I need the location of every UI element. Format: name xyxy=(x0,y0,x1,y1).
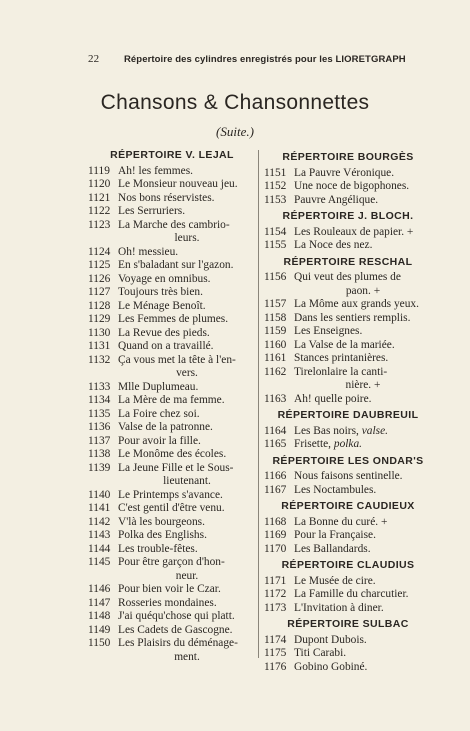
item-number: 1173 xyxy=(264,601,287,614)
item-number: 1148 xyxy=(88,610,111,622)
list-item xyxy=(88,381,256,395)
item-title xyxy=(294,167,432,181)
item-title xyxy=(294,271,432,298)
item-title-continuation: ment. xyxy=(174,650,200,663)
item-title xyxy=(294,393,432,407)
item-number: 1131 xyxy=(88,340,111,352)
item-number: 1143 xyxy=(88,529,111,541)
item-number: 1142 xyxy=(88,515,111,528)
item-title xyxy=(294,575,432,589)
item-title xyxy=(118,313,256,327)
item-title-text: Le Musée de cire. xyxy=(294,574,376,587)
item-title xyxy=(118,192,256,206)
list-item xyxy=(264,352,432,366)
item-title-text: La Bonne du curé. + xyxy=(294,515,388,528)
page-title: Chansons & Chansonnettes xyxy=(100,91,370,114)
item-number: 1135 xyxy=(88,407,111,420)
section-heading: RÉPERTOIRE CAUDIEUX xyxy=(281,500,415,512)
list-item xyxy=(88,192,256,206)
item-title xyxy=(294,239,432,253)
list-item xyxy=(264,393,432,407)
list-item xyxy=(264,438,432,452)
list-item xyxy=(264,647,432,661)
item-title xyxy=(118,327,256,341)
item-title xyxy=(118,178,256,192)
item-title xyxy=(294,180,432,194)
list-item xyxy=(88,502,256,516)
item-title xyxy=(118,637,256,664)
item-title xyxy=(118,259,256,273)
column-divider xyxy=(258,150,259,658)
page-number: 22 xyxy=(88,53,100,65)
item-number: 1167 xyxy=(264,483,287,496)
item-number: 1154 xyxy=(264,225,287,238)
item-title-text: Les Rouleaux de papier. + xyxy=(294,225,414,238)
item-title xyxy=(118,340,256,354)
item-title-text: V'là les bourgeons. xyxy=(118,515,205,528)
item-title xyxy=(118,556,256,583)
item-number: 1121 xyxy=(88,191,111,204)
list-item xyxy=(88,637,256,664)
item-title xyxy=(294,661,432,675)
running-header xyxy=(88,53,418,65)
list-item xyxy=(264,366,432,393)
item-number: 1156 xyxy=(264,271,287,283)
item-title-text: La Valse de la mariée. xyxy=(294,338,395,351)
item-title xyxy=(294,194,432,208)
item-title-text: Les Bas noirs, xyxy=(294,424,362,437)
list-item xyxy=(264,194,432,208)
item-number: 1157 xyxy=(264,298,287,310)
list-item xyxy=(264,425,432,439)
list-item xyxy=(264,470,432,484)
list-item xyxy=(88,435,256,449)
item-title xyxy=(294,543,432,557)
item-number: 1172 xyxy=(264,588,287,600)
item-title-text: Qui veut des plumes de xyxy=(294,271,401,283)
item-title-text: Les Cadets de Gascogne. xyxy=(118,623,233,636)
item-number: 1165 xyxy=(264,438,287,450)
list-item xyxy=(88,394,256,408)
list-item xyxy=(264,239,432,253)
item-title-text: Les Serruriers. xyxy=(118,205,186,217)
item-title xyxy=(118,408,256,422)
item-title xyxy=(118,435,256,449)
item-title-text: Les Femmes de plumes. xyxy=(118,313,229,325)
item-number: 1163 xyxy=(264,392,287,405)
list-item xyxy=(88,340,256,354)
item-title xyxy=(118,246,256,260)
item-number: 1166 xyxy=(264,470,287,482)
item-title-continuation: leurs. xyxy=(174,232,200,244)
item-number: 1134 xyxy=(88,394,111,406)
item-number: 1122 xyxy=(88,205,111,217)
item-title-text: Toujours très bien. xyxy=(118,286,203,298)
list-item xyxy=(88,259,256,273)
list-item xyxy=(264,575,432,589)
item-title-text: Gobino Gobiné. xyxy=(294,660,368,673)
list-item xyxy=(264,271,432,298)
section-heading: RÉPERTOIRE CLAUDIUS xyxy=(281,559,415,571)
item-title xyxy=(294,312,432,326)
item-title xyxy=(294,226,432,240)
item-title-text: Oh! messieu. xyxy=(118,245,179,258)
item-title xyxy=(118,354,256,381)
list-item xyxy=(88,421,256,435)
list-item xyxy=(88,300,256,314)
list-item xyxy=(88,556,256,583)
item-number: 1160 xyxy=(264,338,287,351)
item-title-text: Les Enseignes. xyxy=(294,325,363,337)
item-number: 1130 xyxy=(88,326,111,339)
item-title-text: La Môme aux grands yeux. xyxy=(294,298,419,310)
item-title-text: Une noce de bigophones. xyxy=(294,180,410,192)
item-number: 1150 xyxy=(88,637,111,649)
item-title-text: La Famille du charcutier. xyxy=(294,588,409,600)
item-number: 1164 xyxy=(264,424,287,437)
list-item xyxy=(88,543,256,557)
list-item xyxy=(88,205,256,219)
item-number: 1159 xyxy=(264,325,287,337)
item-title xyxy=(118,610,256,624)
item-title-text: La Revue des pieds. xyxy=(118,326,210,339)
item-number: 1169 xyxy=(264,529,287,541)
item-title-text: En s'baladant sur l'gazon. xyxy=(118,259,234,271)
item-title-text: Voyage en omnibus. xyxy=(118,272,211,285)
section-heading: RÉPERTOIRE BOURGÈS xyxy=(282,151,414,163)
running-title: Répertoire des cylindres enregistrés pour les LIORETGRAPH xyxy=(123,54,406,65)
item-number: 1153 xyxy=(264,193,287,206)
item-number: 1137 xyxy=(88,434,111,447)
item-title-continuation: lieutenant. xyxy=(163,475,211,487)
list-item xyxy=(88,165,256,179)
item-number: 1158 xyxy=(264,311,287,324)
item-title-text: Titi Carabi. xyxy=(294,647,347,659)
item-title-italic: valse. xyxy=(361,424,388,437)
list-item xyxy=(264,180,432,194)
item-title-text: La Pauvre Véronique. xyxy=(294,166,395,179)
list-item xyxy=(264,339,432,353)
item-title xyxy=(118,543,256,557)
list-item xyxy=(88,610,256,624)
item-number: 1145 xyxy=(88,556,111,568)
item-number: 1129 xyxy=(88,313,111,325)
list-item xyxy=(264,661,432,675)
item-title-text: Dans les sentiers remplis. xyxy=(294,311,411,324)
list-item xyxy=(264,529,432,543)
item-title-text: Le Monôme des écoles. xyxy=(118,448,227,460)
item-title xyxy=(294,484,432,498)
item-title-continuation: vers. xyxy=(176,367,198,379)
item-title-text: C'est gentil d'être venu. xyxy=(118,502,225,514)
list-item xyxy=(88,246,256,260)
item-title-text: Le Printemps s'avance. xyxy=(118,488,223,501)
item-title xyxy=(294,339,432,353)
item-title-text: Nos bons réservistes. xyxy=(118,191,215,204)
item-title xyxy=(294,470,432,484)
list-item xyxy=(88,178,256,192)
item-number: 1162 xyxy=(264,365,287,378)
item-title-text: Le Monsieur nouveau jeu. xyxy=(118,178,238,190)
item-number: 1151 xyxy=(264,166,287,179)
item-number: 1147 xyxy=(88,596,111,609)
list-item xyxy=(264,312,432,326)
item-title-text: Quand on a travaillé. xyxy=(118,340,214,352)
item-title-text: La Noce des nez. xyxy=(294,239,373,251)
item-number: 1152 xyxy=(264,180,287,192)
section-heading: RÉPERTOIRE J. BLOCH. xyxy=(282,210,414,222)
list-item xyxy=(264,226,432,240)
section-heading: RÉPERTOIRE RESCHAL xyxy=(283,255,413,268)
item-title xyxy=(294,602,432,616)
item-title-text: Pour avoir la fille. xyxy=(118,434,201,447)
item-title xyxy=(294,298,432,312)
list-item xyxy=(88,448,256,462)
item-number: 1174 xyxy=(264,633,287,646)
list-item xyxy=(264,602,432,616)
item-title-text: Dupont Dubois. xyxy=(294,633,367,646)
list-item xyxy=(264,543,432,557)
item-number: 1136 xyxy=(88,421,111,433)
item-title xyxy=(118,448,256,462)
item-title-text: La Jeune Fille et le Sous- xyxy=(118,461,234,474)
item-title xyxy=(118,624,256,638)
item-title xyxy=(118,165,256,179)
item-title xyxy=(118,597,256,611)
item-title-text: Ah! quelle poire. xyxy=(294,392,372,405)
item-title xyxy=(118,286,256,300)
item-title-continuation: nière. + xyxy=(345,379,381,391)
item-title-text: La Mère de ma femme. xyxy=(118,394,225,406)
item-title-text: J'ai quéqu'chose qui platt. xyxy=(118,610,235,622)
list-item xyxy=(88,462,256,489)
list-item xyxy=(264,516,432,530)
item-number: 1139 xyxy=(88,461,111,474)
item-title-text: Les trouble-fêtes. xyxy=(118,542,198,555)
section-heading: RÉPERTOIRE SULBAC xyxy=(287,618,409,630)
item-title xyxy=(118,394,256,408)
section-heading: RÉPERTOIRE DAUBREUIL xyxy=(277,409,419,421)
item-number: 1125 xyxy=(88,259,111,271)
item-title-text: Ah! les femmes. xyxy=(118,164,193,177)
list-item xyxy=(88,219,256,246)
list-item xyxy=(88,408,256,422)
item-number: 1132 xyxy=(88,353,111,366)
item-title xyxy=(294,352,432,366)
item-title-text: Nous faisons sentinelle. xyxy=(294,470,403,482)
item-number: 1155 xyxy=(264,239,287,251)
list-item xyxy=(264,298,432,312)
item-title xyxy=(118,583,256,597)
item-title-text: Pour la Française. xyxy=(294,529,376,541)
item-title-text: Les Ballandards. xyxy=(294,542,371,555)
item-number: 1144 xyxy=(88,542,111,555)
section-heading: RÉPERTOIRE V. LEJAL xyxy=(110,149,234,161)
item-title xyxy=(118,300,256,314)
item-title-text: Pauvre Angélique. xyxy=(294,193,379,206)
item-number: 1170 xyxy=(264,542,287,555)
item-number: 1133 xyxy=(88,380,111,393)
list-item xyxy=(88,516,256,530)
item-title-text: Mlle Duplumeau. xyxy=(118,380,199,393)
item-title-italic: polka. xyxy=(333,438,363,450)
list-item xyxy=(88,624,256,638)
item-title xyxy=(118,502,256,516)
item-title-continuation: paon. + xyxy=(345,284,381,297)
item-title-text: Polka des Englishs. xyxy=(118,529,207,541)
item-title xyxy=(294,647,432,661)
item-number: 1120 xyxy=(88,178,111,190)
item-title xyxy=(294,588,432,602)
right-column xyxy=(264,148,432,674)
item-title-continuation: neur. xyxy=(175,569,199,582)
list-item xyxy=(264,588,432,602)
item-number: 1171 xyxy=(264,574,287,587)
item-title xyxy=(294,425,432,439)
item-number: 1168 xyxy=(264,515,287,528)
item-title-text: Pour bien voir le Czar. xyxy=(118,583,221,595)
item-title-text: Tirelonlaire la canti- xyxy=(294,365,388,378)
item-title-text: Rosseries mondaines. xyxy=(118,596,217,609)
list-item xyxy=(88,583,256,597)
item-title xyxy=(118,381,256,395)
item-number: 1161 xyxy=(264,352,287,364)
item-title xyxy=(294,366,432,393)
item-title xyxy=(294,634,432,648)
item-title xyxy=(118,529,256,543)
item-title-text: Stances printanières. xyxy=(294,352,389,364)
item-title xyxy=(294,516,432,530)
list-item xyxy=(88,273,256,287)
item-number: 1138 xyxy=(88,448,111,460)
item-title xyxy=(118,205,256,219)
item-number: 1128 xyxy=(88,299,111,312)
list-item xyxy=(264,634,432,648)
item-title xyxy=(118,516,256,530)
item-number: 1149 xyxy=(88,623,111,636)
item-title xyxy=(118,421,256,435)
list-item xyxy=(264,484,432,498)
item-number: 1124 xyxy=(88,245,111,258)
list-item xyxy=(264,167,432,181)
item-number: 1140 xyxy=(88,488,111,501)
item-number: 1175 xyxy=(264,647,287,659)
item-title-text: Frisette, xyxy=(294,438,334,450)
page-subtitle: (Suite.) xyxy=(216,124,254,139)
item-number: 1127 xyxy=(88,286,111,298)
item-title-text: Ça vous met la tête à l'en- xyxy=(118,353,236,366)
item-number: 1126 xyxy=(88,272,111,285)
item-title xyxy=(294,438,432,452)
item-title-text: L'Invitation à diner. xyxy=(294,601,384,614)
list-item xyxy=(264,325,432,339)
list-item xyxy=(88,597,256,611)
item-title-text: La Marche des cambrio- xyxy=(118,218,230,231)
item-number: 1141 xyxy=(88,502,111,514)
list-item xyxy=(88,327,256,341)
item-number: 1176 xyxy=(264,660,287,673)
list-item xyxy=(88,313,256,327)
item-title-text: Valse de la patronne. xyxy=(118,421,213,433)
item-title-text: Les Plaisirs du déménage- xyxy=(118,637,238,649)
item-number: 1119 xyxy=(88,164,110,177)
left-column xyxy=(88,148,256,664)
list-item xyxy=(88,529,256,543)
list-item xyxy=(88,354,256,381)
item-title xyxy=(118,489,256,503)
item-title-text: La Foire chez soi. xyxy=(118,407,200,420)
item-title xyxy=(118,219,256,246)
item-title xyxy=(118,273,256,287)
list-item xyxy=(88,286,256,300)
section-heading: RÉPERTOIRE LES ONDAR'S xyxy=(272,454,424,467)
item-title xyxy=(294,325,432,339)
list-item xyxy=(88,489,256,503)
item-title-text: Les Noctambules. xyxy=(294,483,377,496)
item-number: 1146 xyxy=(88,583,111,595)
item-number: 1123 xyxy=(88,218,111,231)
item-title xyxy=(294,529,432,543)
item-title-text: Le Ménage Benoît. xyxy=(118,299,206,312)
item-title-text: Pour être garçon d'hon- xyxy=(118,556,225,568)
item-title xyxy=(118,462,256,489)
